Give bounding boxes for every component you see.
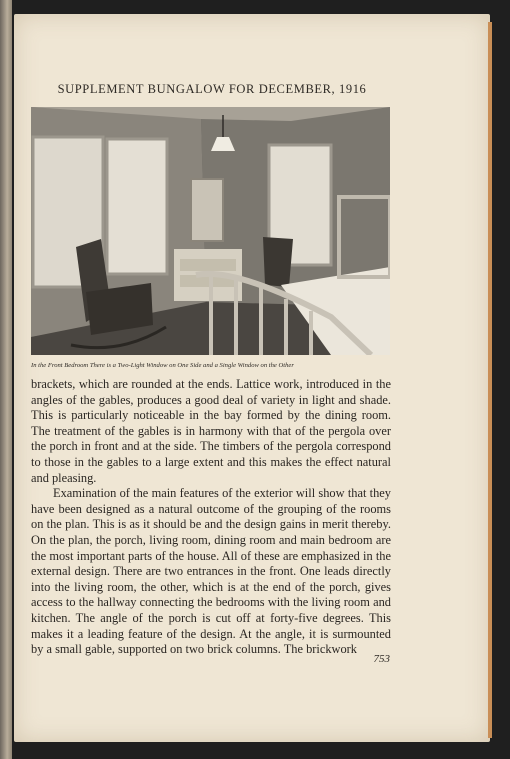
running-head: SUPPLEMENT BUNGALOW FOR DECEMBER, 1916 xyxy=(57,82,367,96)
page-number: 753 xyxy=(373,653,390,665)
page-fore-edge xyxy=(488,22,492,738)
article-body xyxy=(31,377,391,658)
photo-caption: In the Front Bedroom There is a Two-Light Window on One Side and a Single Window on the Other xyxy=(31,362,294,369)
body-paragraph: brackets, which are rounded at the ends. Lattice work, introduced in the angles of the gables, produces a good deal of variety in light and shade. This is particularly noticeable in the bay formed by the dining room. The treatment of the gables is in harmony with that of the pergola over the porch in front and at the side. The timbers of the pergola correspond to those in the gables to a large extent and this makes the effect natural and pleasing. xyxy=(31,377,391,485)
bedroom-photograph xyxy=(31,107,390,355)
bedroom-photo-illustration xyxy=(31,107,390,355)
body-paragraph: Examination of the main features of the exterior will show that they have been designed as a natural outcome of the grouping of the rooms on the plan. This is as it should be and the design gains in merit thereby. On the plan, the porch, living room, dining room and main bedroom are the most important parts of the house. All of these are emphasized in the external design. There are two entrances in the front. One leads directly into the living room, the other, which is at the end of the porch, gives access to the hallway connecting the bedrooms with the living room and kitchen. The angle of the porch is cut off at forty-five degrees. This makes it a leading feature of the design. At the angle, it is surmounted by a small gable, supported on two brick columns. The brickwork xyxy=(31,486,391,657)
adjacent-page-edge xyxy=(0,0,12,759)
